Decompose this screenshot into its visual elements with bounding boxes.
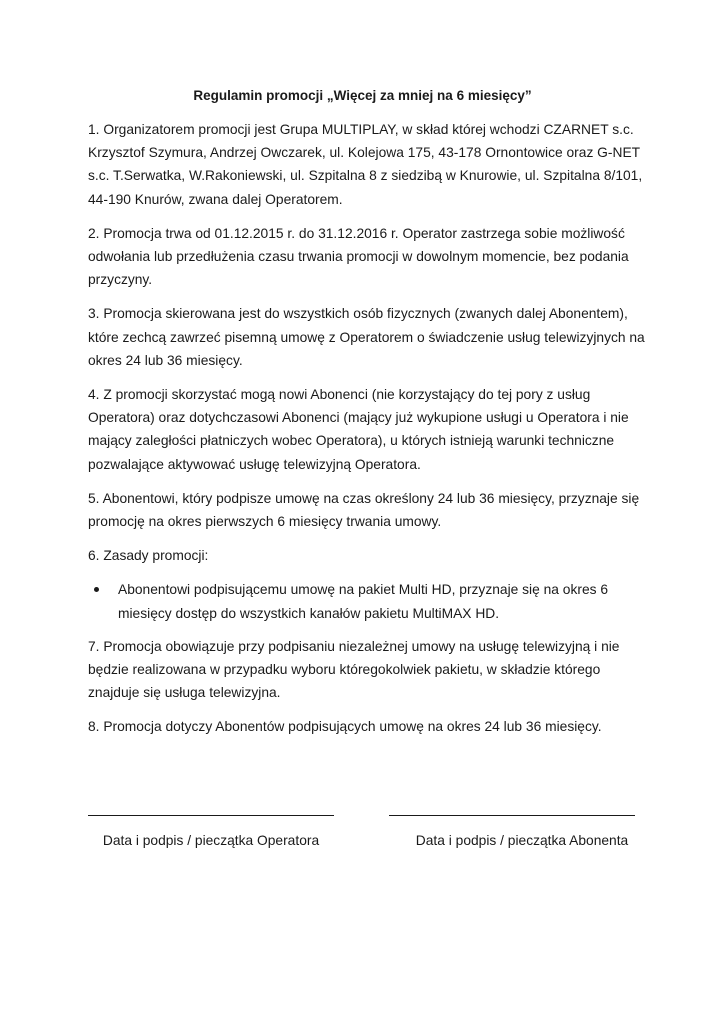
paragraph-6: 6. Zasady promocji: bbox=[88, 548, 209, 564]
document-title: Regulamin promocji „Więcej za mniej na 6 miesięcy” bbox=[193, 88, 532, 103]
paragraph-4: 4. Z promocji skorzystać mogą nowi Abonenci (nie korzystający do tej pory z usług Operatora) oraz dotychczasowi Abonenci (mający już wykupione usługi u Operatora i nie mający zaległości płatniczych wobec Operatora), u których istnieją warunki techniczne pozwalające aktywować usługę telewizyjną Operatora. bbox=[88, 387, 629, 472]
subscriber-signature-line bbox=[389, 815, 635, 816]
document-body bbox=[88, 118, 650, 750]
subscriber-signature-label: Data i podpis / pieczątka Abonenta bbox=[415, 833, 629, 848]
paragraph-3: 3. Promocja skierowana jest do wszystkich osób fizycznych (zwanych dalej Abonentem), które zechcą zawrzeć pisemną umowę z Operatorem o świadczenie usług telewizyjnych na okres 24 lub 36 miesięcy. bbox=[88, 306, 645, 368]
paragraph-8: 8. Promocja dotyczy Abonentów podpisujących umowę na okres 24 lub 36 miesięcy. bbox=[88, 719, 602, 735]
paragraph-7: 7. Promocja obowiązuje przy podpisaniu niezależnej umowy na usługę telewizyjną i nie będzie realizowana w przypadku wyboru któregokolwiek pakietu, w składzie którego znajduje się usługa telewizyjna. bbox=[88, 638, 620, 701]
paragraph-2: 2. Promocja trwa od 01.12.2015 r. do 31.12.2016 r. Operator zastrzega sobie możliwość odwołania lub przedłużenia czasu trwania promocji w dowolnym momencie, bez podania przyczyny. bbox=[88, 225, 629, 288]
list-item-text: Abonentowi podpisującemu umowę na pakiet Multi HD, przyznaje się na okres 6 miesięcy dostęp do wszystkich kanałów pakietu MultiMAX HD. bbox=[118, 582, 609, 621]
paragraph-5: 5. Abonentowi, który podpisze umowę na czas określony 24 lub 36 miesięcy, przyznaje się promocję na okres pierwszych 6 miesięcy trwania umowy. bbox=[88, 490, 640, 530]
operator-signature-label: Data i podpis / pieczątka Operatora bbox=[102, 833, 320, 848]
operator-signature-line bbox=[88, 815, 334, 816]
bullet-icon bbox=[94, 587, 99, 592]
list-item bbox=[88, 578, 650, 624]
paragraph-1: 1. Organizatorem promocji jest Grupa MULTIPLAY, w skład której wchodzi CZARNET s.c. Krzysztof Szymura, Andrzej Owczarek, ul. Kolejowa 175, 43-178 Ornontowice oraz G-NET s.c. T.Serwatka, W.Rakoniewski, ul. Szpitalna 8 z siedzibą w Knurowie, ul. Szpitalna 8/101, 44-190 Knurów, zwana dalej Operatorem. bbox=[88, 122, 643, 207]
promotion-rules-list bbox=[88, 578, 650, 624]
